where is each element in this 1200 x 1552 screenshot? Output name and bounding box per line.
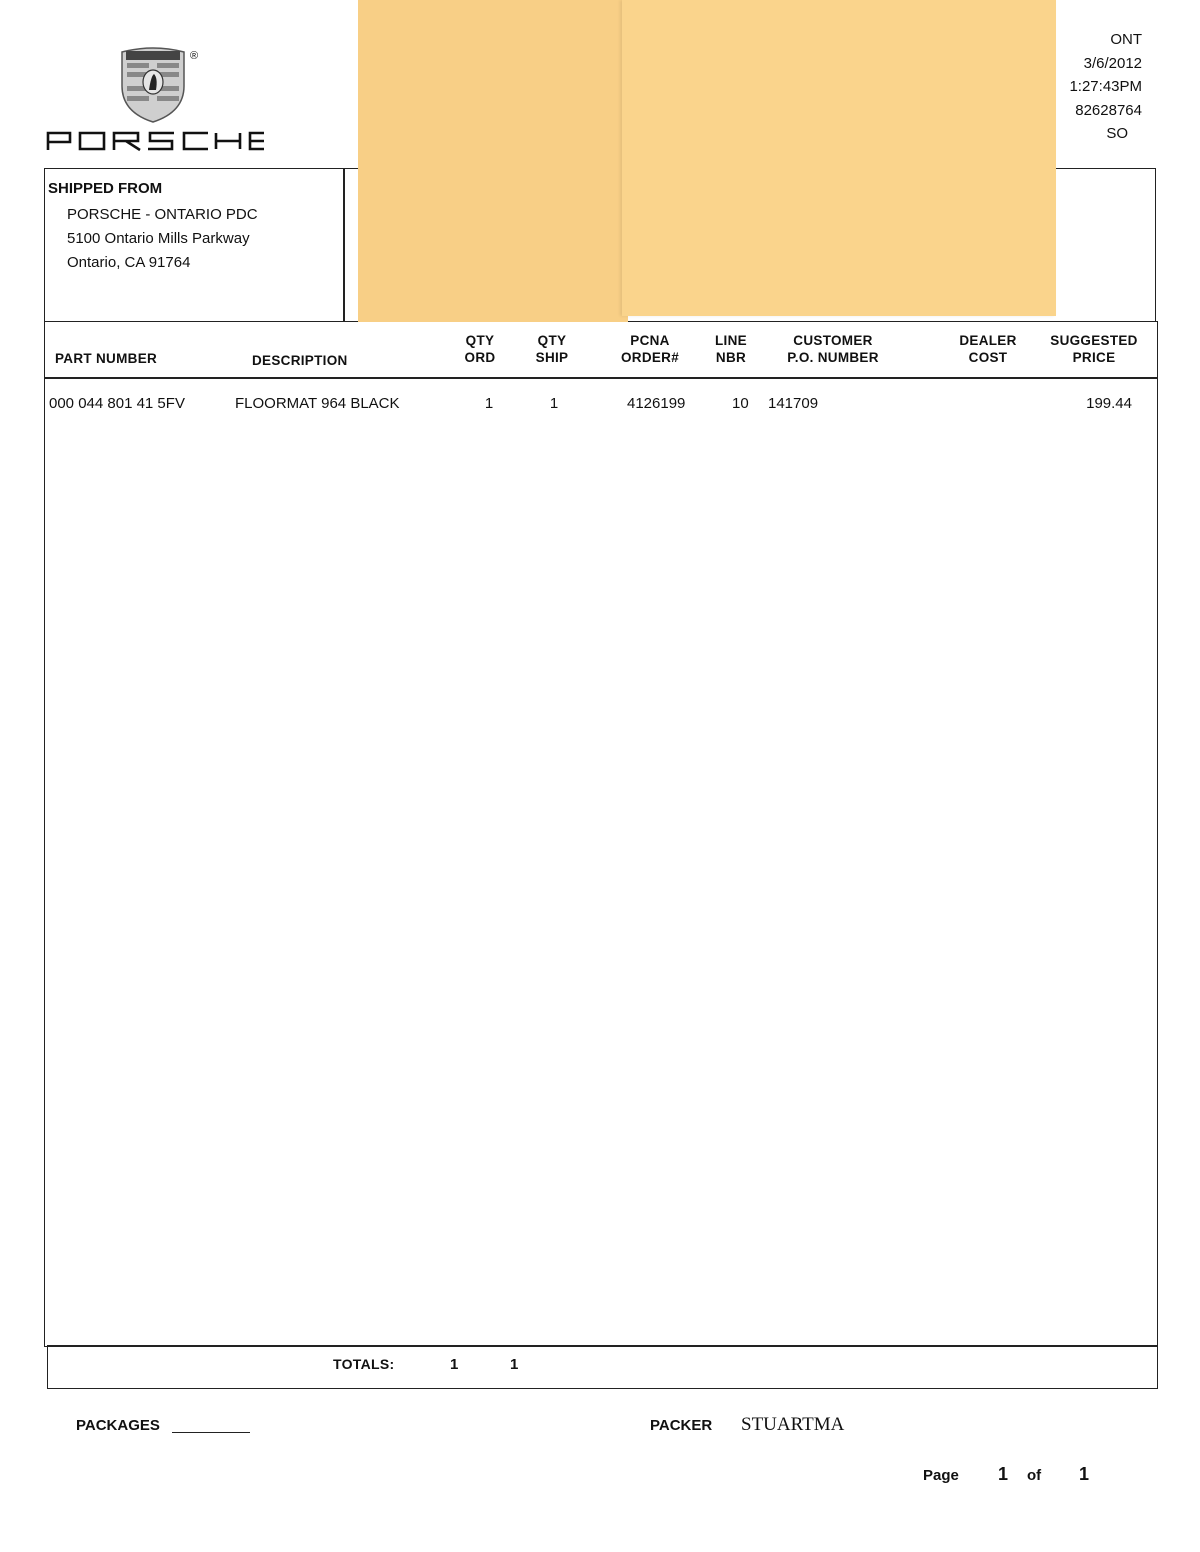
line-items-table bbox=[44, 321, 1158, 1347]
shipper-street: 5100 Ontario Mills Parkway bbox=[67, 230, 250, 247]
cell-customer-po: 141709 bbox=[768, 395, 819, 412]
col-part-number: PART NUMBER bbox=[55, 351, 158, 366]
col-dealer-cost: DEALER COST bbox=[959, 333, 1017, 365]
total-qty-ship: 1 bbox=[510, 1356, 519, 1373]
sticky-note-redaction bbox=[358, 0, 628, 322]
shipper-city: Ontario, CA 91764 bbox=[67, 254, 191, 271]
totals-box bbox=[47, 1345, 1158, 1389]
porsche-crest-logo bbox=[118, 46, 188, 124]
col-customer-po: CUSTOMER P.O. NUMBER bbox=[787, 333, 879, 365]
total-qty-ord: 1 bbox=[450, 1356, 459, 1373]
header-rule bbox=[44, 377, 1158, 379]
cell-line-nbr: 10 bbox=[732, 395, 749, 412]
cell-qty-ord: 1 bbox=[484, 395, 494, 412]
sticky-note-redaction bbox=[622, 0, 1056, 316]
cell-part-number: 000 044 801 41 5FV bbox=[49, 395, 185, 412]
print-date: 3/6/2012 bbox=[1083, 54, 1142, 72]
page-label: Page bbox=[923, 1467, 959, 1484]
of-label: of bbox=[1027, 1467, 1042, 1484]
cell-qty-ship: 1 bbox=[549, 395, 559, 412]
document-meta bbox=[1069, 28, 1142, 146]
col-description: DESCRIPTION bbox=[252, 353, 348, 368]
packer-label: PACKER bbox=[650, 1417, 713, 1434]
porsche-wordmark-logo bbox=[44, 130, 264, 152]
packages-label: PACKAGES bbox=[76, 1417, 160, 1434]
cell-suggested-price: 199.44 bbox=[1086, 395, 1132, 412]
shipped-from-title: SHIPPED FROM bbox=[48, 180, 163, 197]
packer-name: STUARTMA bbox=[741, 1414, 845, 1435]
col-line-nbr: LINE NBR bbox=[715, 333, 747, 365]
order-type: SO bbox=[1106, 125, 1128, 142]
registered-mark: ® bbox=[190, 50, 199, 62]
box-divider bbox=[343, 168, 345, 322]
packages-blank-line bbox=[172, 1432, 250, 1433]
col-qty-ord: QTY ORD bbox=[464, 333, 496, 365]
cell-description: FLOORMAT 964 BLACK bbox=[235, 395, 400, 412]
page-total: 1 bbox=[1079, 1464, 1090, 1484]
page-number: 1 bbox=[998, 1464, 1009, 1484]
location-code: ONT bbox=[1110, 31, 1142, 48]
print-time: 1:27:43PM bbox=[1069, 78, 1142, 95]
totals-label: TOTALS: bbox=[333, 1356, 395, 1372]
col-suggested-price: SUGGESTED PRICE bbox=[1050, 333, 1138, 365]
col-pcna-order: PCNA ORDER# bbox=[620, 333, 680, 365]
document-number: 82628764 bbox=[1075, 101, 1142, 119]
shipper-name: PORSCHE - ONTARIO PDC bbox=[67, 206, 258, 223]
cell-pcna-order: 4126199 bbox=[627, 395, 686, 412]
col-qty-ship: QTY SHIP bbox=[535, 333, 569, 365]
